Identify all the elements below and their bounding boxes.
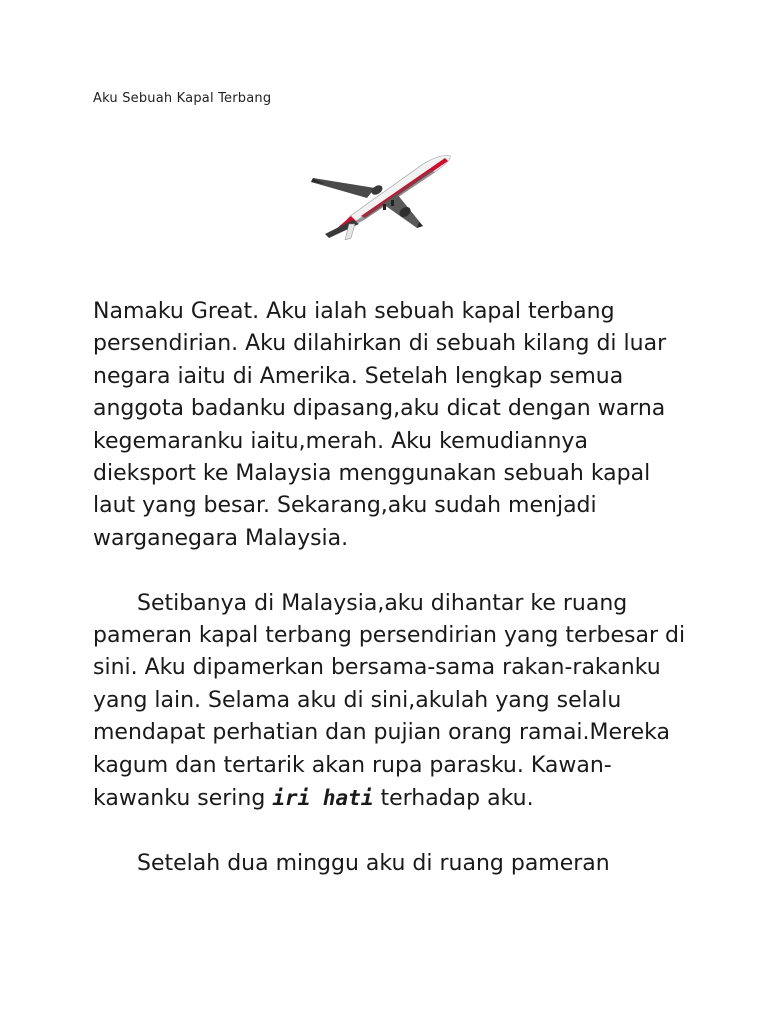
airplane-icon bbox=[305, 150, 455, 245]
paragraph-3: Setelah dua minggu aku di ruang pameran bbox=[137, 850, 610, 876]
document-body bbox=[93, 296, 693, 913]
emphasized-phrase: iri hati bbox=[272, 786, 374, 811]
paragraph-2-text-after: terhadap aku. bbox=[373, 786, 534, 812]
paragraph-2-text-before: Setibanya di Malaysia,aku dihantar ke ruang pameran kapal terbang persendirian yang terbesar di sini. Aku dipamerkan bersama-sama rakan-rakanku yang lain. Selama aku di sini,akulah yang selalu mendapat perhatian dan pujian orang ramai.Mereka kagum dan tertarik akan rupa parasku. Kawan-kawanku sering bbox=[93, 590, 686, 812]
paragraph-1: Namaku Great. Aku ialah sebuah kapal terbang persendirian. Aku dilahirkan di sebuah kilang di luar negara iaitu di Amerika. Setelah lengkap semua anggota badanku dipasang,aku dicat dengan warna kegemaranku iaitu,merah. Aku kemudiannya dieksport ke Malaysia menggunakan sebuah kapal laut yang besar. Sekarang,aku sudah menjadi warganegara Malaysia. bbox=[93, 299, 667, 551]
paragraph-2 bbox=[93, 588, 693, 816]
document-title: Aku Sebuah Kapal Terbang bbox=[93, 91, 272, 106]
